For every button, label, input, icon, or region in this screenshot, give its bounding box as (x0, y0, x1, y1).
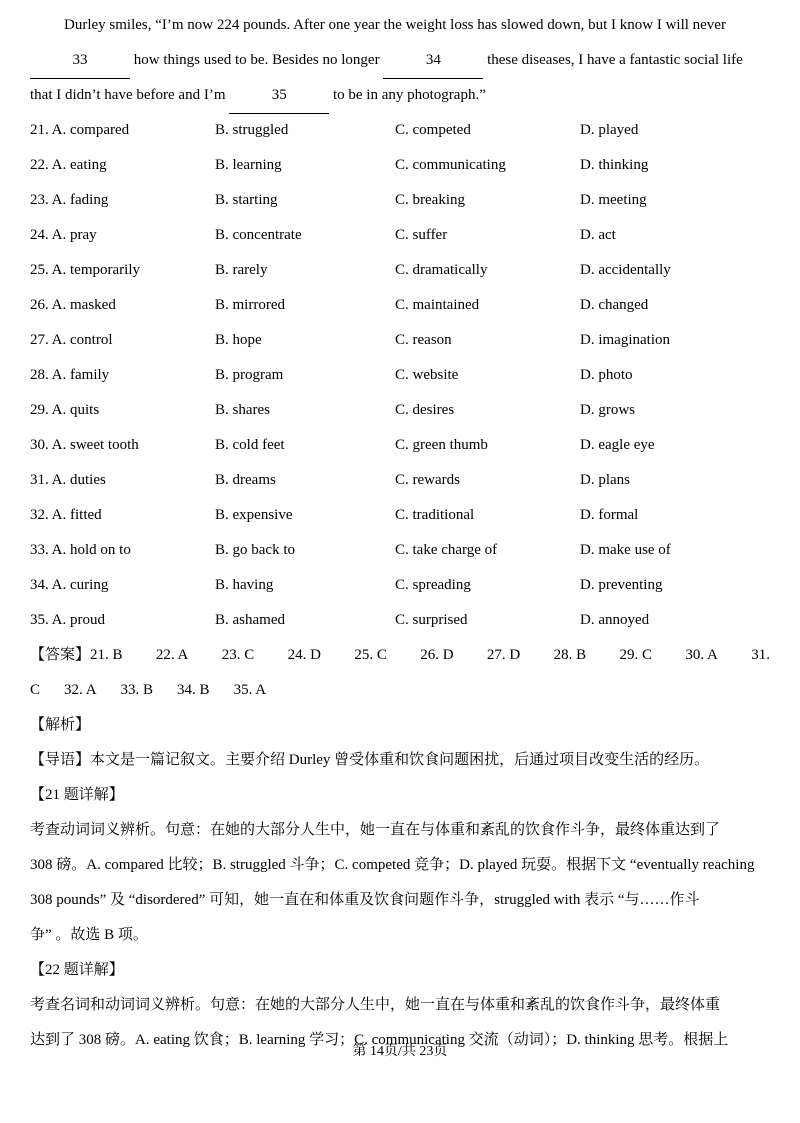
answer-item: 31. (751, 647, 770, 663)
option-cell: B. struggled (215, 122, 289, 138)
option-cell: 28. A. family (30, 367, 110, 383)
option-cell: D. act (580, 227, 616, 243)
question-row (30, 218, 770, 253)
option-cell: D. grows (580, 402, 635, 418)
question-row (30, 113, 770, 148)
passage-text: to be in any photograph.” (329, 87, 486, 103)
option-cell: B. hope (215, 332, 262, 348)
option-cell: C. website (395, 367, 459, 383)
option-cell: B. concentrate (215, 227, 302, 243)
q21-detail-heading: 【21 题详解】 (30, 787, 124, 803)
option-cell: B. dreams (215, 472, 276, 488)
option-cell: C. desires (395, 402, 455, 418)
question-row (30, 533, 770, 568)
option-cell: C. take charge of (395, 542, 498, 558)
answer-item: C (30, 682, 41, 698)
option-cell: C. suffer (395, 227, 448, 243)
option-cell: 29. A. quits (30, 402, 100, 418)
option-cell: B. cold feet (215, 437, 285, 453)
answer-item: 28. B (553, 647, 587, 663)
analysis-intro: 【导语】本文是一篇记叙文。主要介绍 Durley 曾受体重和饮食问题困扰，后通过项目改变生活的经历。 (30, 752, 710, 768)
cloze-blank: 34 (383, 43, 483, 79)
question-row (30, 323, 770, 358)
option-cell: D. photo (580, 367, 633, 383)
answer-item: 【答案】21. B (30, 647, 123, 663)
option-cell: D. thinking (580, 157, 649, 173)
explanation-line: 308 pounds” 及 “disordered” 可知，她一直在和体重及饮食问题作斗争，struggled with 表示 “与……作斗 (30, 892, 700, 908)
option-cell: 34. A. curing (30, 577, 109, 593)
option-cell: B. shares (215, 402, 270, 418)
question-row (30, 393, 770, 428)
option-cell: B. expensive (215, 507, 293, 523)
option-cell: C. breaking (395, 192, 465, 208)
answer-line-1 (30, 638, 770, 673)
answer-item: 25. C (354, 647, 387, 663)
option-cell: C. green thumb (395, 437, 488, 453)
explanation-line: 达到了 308 磅。A. eating 饮食；B. learning 学习；C. communicating 交流（动词）；D. thinking 思考。根据上 (30, 1032, 729, 1048)
question-row (30, 288, 770, 323)
passage-line (30, 78, 770, 113)
option-cell: C. spreading (395, 577, 471, 593)
option-cell: 33. A. hold on to (30, 542, 131, 558)
cloze-blank: 35 (229, 78, 329, 114)
option-cell: D. plans (580, 472, 630, 488)
answer-line-2 (30, 673, 770, 708)
question-row (30, 253, 770, 288)
passage-text: Durley smiles, “I’m now 224 pounds. After one year the weight loss has slowed down, but I know I will never (64, 17, 726, 33)
passage (30, 8, 770, 113)
option-cell: D. meeting (580, 192, 647, 208)
option-cell: 32. A. fitted (30, 507, 102, 523)
option-cell: D. changed (580, 297, 649, 313)
explanation-line: 考查动词词义辨析。句意：在她的大部分人生中，她一直在与体重和紊乱的饮食作斗争，最终体重达到了 (30, 822, 721, 838)
option-cell: D. accidentally (580, 262, 671, 278)
option-cell: C. communicating (395, 157, 506, 173)
page-number-footer: 第 14页/共 23页 (352, 1044, 448, 1059)
option-cell: B. starting (215, 192, 278, 208)
option-cell: C. maintained (395, 297, 480, 313)
answer-item: 23. C (221, 647, 255, 663)
option-cell: C. rewards (395, 472, 460, 488)
question-row (30, 463, 770, 498)
passage-text: these diseases, I have a fantastic social life (483, 52, 743, 68)
question-row (30, 183, 770, 218)
option-cell: B. ashamed (215, 612, 285, 628)
option-cell: 25. A. temporarily (30, 262, 140, 278)
option-cell: D. make use of (580, 542, 671, 558)
question-row (30, 358, 770, 393)
analysis-heading: 【解析】 (30, 717, 91, 733)
answer-item: 27. D (486, 647, 521, 663)
option-cell: 26. A. masked (30, 297, 116, 313)
answer-item: 35. A (233, 682, 267, 698)
option-cell: C. surprised (395, 612, 468, 628)
q21-explanation (30, 813, 770, 953)
passage-text: how things used to be. Besides no longer (130, 52, 384, 68)
question-row (30, 428, 770, 463)
option-cell: 23. A. fading (30, 192, 109, 208)
option-cell: C. traditional (395, 507, 475, 523)
option-cell: B. go back to (215, 542, 295, 558)
answer-item: 29. C (619, 647, 652, 663)
passage-line (30, 43, 770, 78)
option-cell: 24. A. pray (30, 227, 97, 243)
option-cell: B. learning (215, 157, 282, 173)
option-cell: D. played (580, 122, 639, 138)
option-cell: C. competed (395, 122, 471, 138)
answer-item: 26. D (420, 647, 454, 663)
option-cell: C. reason (395, 332, 452, 348)
option-cell: 30. A. sweet tooth (30, 437, 139, 453)
answer-item: 24. D (287, 647, 321, 663)
option-cell: D. preventing (580, 577, 663, 593)
option-cell: B. mirrored (215, 297, 285, 313)
answer-item: 33. B (120, 682, 154, 698)
passage-line (30, 8, 770, 43)
question-row (30, 498, 770, 533)
option-cell: B. having (215, 577, 274, 593)
option-cell: D. imagination (580, 332, 670, 348)
question-row (30, 148, 770, 183)
explanation-line: 308 磅。A. compared 比较；B. struggled 斗争；C. competed 竞争；D. played 玩耍。根据下文 “eventually reaching (30, 857, 755, 873)
option-cell: 35. A. proud (30, 612, 105, 628)
answer-item: 34. B (177, 682, 210, 698)
q22-detail-heading: 【22 题详解】 (30, 962, 124, 978)
passage-text: that I didn’t have before and I’m (30, 87, 230, 103)
option-cell: 22. A. eating (30, 157, 107, 173)
option-cell: 21. A. compared (30, 122, 130, 138)
option-cell: D. annoyed (580, 612, 650, 628)
explanation-line: 考查名词和动词词义辨析。句意：在她的大部分人生中，她一直在与体重和紊乱的饮食作斗争，最终体重 (30, 997, 721, 1013)
option-cell: 31. A. duties (30, 472, 106, 488)
option-cell: 27. A. control (30, 332, 113, 348)
option-cell: C. dramatically (395, 262, 488, 278)
option-cell: B. program (215, 367, 284, 383)
option-cell: D. eagle eye (580, 437, 655, 453)
question-list (30, 113, 770, 638)
answer-item: 30. A (685, 647, 718, 663)
cloze-blank: 33 (30, 43, 130, 79)
option-cell: D. formal (580, 507, 639, 523)
answer-item: 32. A (64, 682, 97, 698)
question-row (30, 568, 770, 603)
question-row (30, 603, 770, 638)
explanation-line: 争” 。故选 B 项。 (30, 927, 148, 943)
answer-item: 22. A (155, 647, 189, 663)
option-cell: B. rarely (215, 262, 268, 278)
